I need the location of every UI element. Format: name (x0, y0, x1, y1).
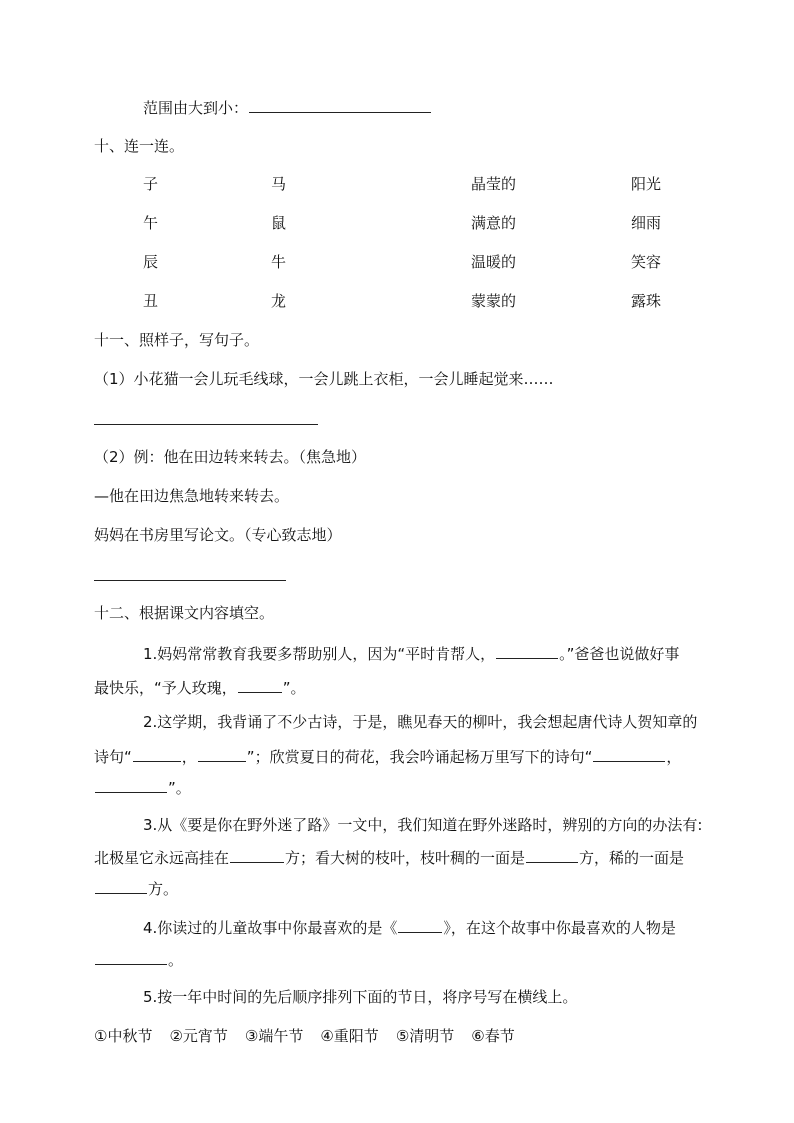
match-col4-item: 露珠 (631, 292, 662, 310)
answer-blank[interactable] (496, 642, 558, 659)
match-col1-item: 子 (143, 175, 159, 193)
festival-option: ②元宵节 (169, 1027, 228, 1045)
answer-blank[interactable] (95, 877, 147, 894)
item-2-line-1: 2.这学期，我背诵了不少古诗，于是，瞧见春天的柳叶，我会想起唐代诗人贺知章的 (143, 713, 698, 731)
festival-option: ⑥春节 (471, 1027, 515, 1045)
item-5-line-1: 5.按一年中时间的先后顺序排列下面的节日，将序号写在横线上。 (143, 988, 578, 1006)
match-col3-item: 蒙蒙的 (471, 292, 517, 310)
item-1-text-b: 。”爸爸也说做好事 (559, 645, 680, 663)
answer-blank[interactable] (95, 948, 167, 965)
item-1-text-d: ”。 (282, 679, 306, 697)
item-1-text-a: 1.妈妈常常教育我要多帮助别人，因为“平时肯帮人， (143, 645, 496, 663)
match-col3-item: 满意的 (471, 214, 517, 232)
item-4-line-1 (143, 916, 676, 938)
match-col4-item: 笑容 (631, 253, 662, 271)
section-11-title: 十一、照样子，写句子。 (94, 331, 260, 349)
item-1-line-1 (143, 642, 679, 664)
answer-blank[interactable] (230, 846, 284, 863)
question-2-task: 妈妈在书房里写论文。（专心致志地） (94, 526, 342, 544)
answer-blank[interactable] (526, 846, 578, 863)
festival-option: ⑤清明节 (395, 1027, 455, 1045)
answer-blank[interactable] (198, 745, 246, 762)
item-2-text-c: ， (181, 748, 197, 766)
item-1-line-2 (94, 676, 306, 698)
match-col1-item: 丑 (143, 292, 159, 310)
festival-option: ①中秋节 (94, 1027, 153, 1045)
item-4-text-b: 》，在这个故事中你最喜欢的人物是 (443, 919, 676, 937)
item-3-text-b: 北极星它永远高挂在 (94, 849, 230, 867)
answer-blank[interactable] (238, 676, 282, 693)
item-4-text-a: 4.你读过的儿童故事中你最喜欢的是《 (143, 919, 398, 937)
answer-blank[interactable] (593, 745, 665, 762)
question-1: （1）小花猫一会儿玩毛线球，一会儿跳上衣柜，一会儿睡起觉来…… (94, 370, 554, 388)
item-2-text-e: ， (666, 748, 682, 766)
item-2-line-2 (94, 745, 681, 767)
match-col2-item: 马 (271, 175, 287, 193)
match-col2-item: 鼠 (271, 214, 287, 232)
item-2-line-3 (94, 776, 191, 798)
item-4-line-2 (94, 948, 183, 970)
match-col1-item: 午 (143, 214, 159, 232)
match-col1-item: 辰 (143, 253, 159, 271)
item-3-line-1: 3.从《要是你在野外迷了路》一文中，我们知道在野外迷路时，辨别的方向的办法有: (143, 816, 703, 834)
festival-option: ④重阳节 (320, 1027, 379, 1045)
item-1-text-c: 最快乐，“予人玫瑰， (94, 679, 237, 697)
scope-label: 范围由大到小： (143, 99, 249, 117)
match-col3-item: 温暖的 (471, 253, 517, 271)
item-3-text-e: 方。 (148, 880, 179, 898)
scope-line (143, 96, 432, 118)
item-3-line-3 (94, 877, 178, 899)
answer-blank[interactable] (398, 916, 442, 933)
section-10-title: 十、连一连。 (94, 137, 185, 155)
match-col4-item: 阳光 (631, 175, 662, 193)
match-col2-item: 龙 (271, 292, 287, 310)
answer-line[interactable] (94, 580, 286, 581)
answer-blank[interactable] (133, 745, 181, 762)
answer-blank[interactable] (95, 776, 167, 793)
item-3-text-d: 方，稀的一面是 (579, 849, 685, 867)
item-3-text-c: 方；看大树的枝叶，枝叶稠的一面是 (285, 849, 526, 867)
item-2-text-f: ”。 (168, 779, 191, 797)
question-2-example: （2）例：他在田边转来转去。（焦急地） (94, 448, 367, 466)
answer-line[interactable] (94, 424, 318, 425)
festival-options (94, 1026, 515, 1046)
match-col4-item: 细雨 (631, 214, 662, 232)
match-col2-item: 牛 (271, 253, 287, 271)
festival-option: ③端午节 (244, 1027, 304, 1045)
example-answer: —他在田边焦急地转来转去。 (94, 487, 290, 505)
item-2-text-b: 诗句“ (94, 748, 132, 766)
answer-blank[interactable] (249, 96, 431, 113)
item-3-line-2 (94, 846, 684, 868)
item-2-text-d: ”；欣赏夏日的荷花，我会吟诵起杨万里写下的诗句“ (246, 748, 593, 766)
item-4-text-c: 。 (168, 951, 184, 969)
section-12-title: 十二、根据课文内容填空。 (94, 604, 275, 622)
match-col3-item: 晶莹的 (471, 175, 517, 193)
